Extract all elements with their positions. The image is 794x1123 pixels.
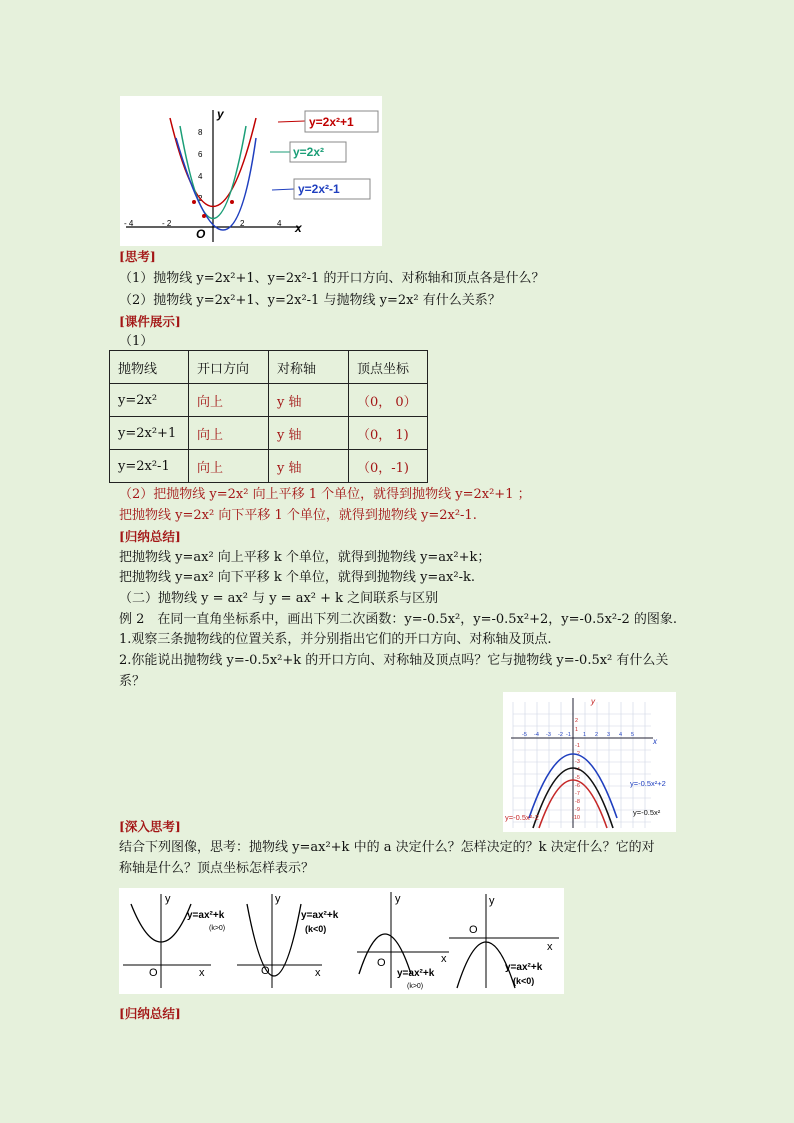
curve-condition: (k<0)	[513, 976, 535, 986]
table-cell: y=2x²+1	[110, 417, 189, 450]
part-2-line-2: 把抛物线 y=2x² 向下平移 1 个单位，就得到抛物线 y=2x²-1.	[119, 508, 477, 523]
y-tick: -9	[575, 807, 580, 813]
x-tick: 1	[583, 732, 587, 738]
svg-text:O: O	[469, 924, 478, 936]
svg-text:y: y	[165, 893, 171, 905]
x-tick: 2	[595, 732, 599, 738]
courseware-heading: [课件展示]	[119, 314, 181, 329]
curve-condition: (k<0)	[305, 924, 327, 934]
curve-point	[230, 200, 234, 204]
y-tick: -10	[572, 815, 580, 821]
y-tick: -6	[575, 783, 580, 789]
y-tick: -1	[575, 743, 580, 749]
curve-condition: (k>0)	[209, 925, 226, 932]
table-cell: y 轴	[269, 450, 349, 483]
curve-equation: y=ax²+k	[301, 910, 339, 921]
summary-heading: [归纳总结]	[119, 529, 181, 544]
table-cell: y 轴	[269, 384, 349, 417]
deep-think-heading: [深入思考]	[119, 819, 181, 834]
deep-think-line-2: 称轴是什么？顶点坐标怎样表示？	[119, 861, 315, 876]
svg-text:x: x	[441, 953, 447, 965]
deep-think-line-1: 结合下列图像，思考：抛物线 y=ax²+k 中的 a 决定什么？怎样决定的？k 决定什么？它的对	[119, 840, 655, 855]
legend-label: y=2x²	[293, 145, 325, 159]
axis-y-label: y	[591, 697, 595, 706]
example-question-2b: 系？	[119, 674, 146, 689]
summary-2-heading: [归纳总结]	[119, 1006, 181, 1021]
table-header: 对称轴	[269, 351, 349, 384]
y-tick: 1	[575, 727, 579, 733]
svg-text:y: y	[275, 893, 281, 905]
figure-four-cases	[119, 888, 564, 994]
curve-point	[192, 200, 196, 204]
table-cell: 向上	[189, 450, 269, 483]
curve-equation: y=ax²+k	[397, 968, 435, 979]
section-2-title: （二）抛物线 y = ax² 与 y = ax² + k 之间联系与区别	[119, 591, 439, 606]
y-tick: 4	[198, 172, 203, 181]
legend-label: y=2x²+1	[309, 115, 354, 129]
think-heading: [思考]	[119, 249, 156, 264]
x-tick: -1	[566, 732, 571, 738]
y-tick: 2	[575, 718, 579, 724]
table-cell: 向上	[189, 417, 269, 450]
x-tick: - 4	[124, 219, 134, 228]
curve-equation: y=ax²+k	[505, 962, 543, 973]
svg-text:x: x	[547, 941, 553, 953]
svg-text:y: y	[395, 893, 401, 905]
x-tick: -2	[558, 732, 563, 738]
table-cell: y 轴	[269, 417, 349, 450]
origin-label: O	[196, 227, 206, 241]
example-question-2a: 2.你能说出抛物线 y=-0.5x²+k 的开口方向、对称轴及顶点吗？它与抛物线 y=-0.5x² 有什么关	[119, 653, 669, 668]
curve-equation: y=ax²+k	[187, 910, 225, 921]
x-tick: -5	[522, 732, 527, 738]
x-tick: 4	[277, 219, 282, 228]
table-header: 顶点坐标	[349, 351, 428, 384]
x-tick: 2	[240, 219, 245, 228]
example-2: 例 2 在同一直角坐标系中，画出下列二次函数：y=-0.5x²，y=-0.5x²+2，y=-0.5x²-2 的图象.	[119, 612, 678, 627]
curve-label: y=-0.5x²-2	[505, 813, 539, 822]
table-cell: y=2x²-1	[110, 450, 189, 483]
y-tick: -5	[575, 775, 580, 781]
y-tick: -4	[575, 767, 580, 773]
case-a-up-k-pos	[123, 893, 225, 988]
x-tick: -4	[534, 732, 539, 738]
svg-text:y: y	[489, 895, 495, 907]
table-cell: （0，-1)	[349, 450, 428, 483]
case-d-down-k-neg	[449, 894, 559, 988]
summary-line-2: 把抛物线 y=ax² 向下平移 k 个单位，就得到抛物线 y=ax²-k.	[119, 570, 476, 585]
figure-parabolas-neg05	[503, 692, 676, 832]
svg-text:O: O	[149, 967, 158, 979]
properties-table	[109, 350, 428, 483]
svg-text:x: x	[199, 967, 205, 979]
table-header: 抛物线	[110, 351, 189, 384]
curve-2x2-minus1	[176, 138, 256, 230]
table-cell: y=2x²	[110, 384, 189, 417]
table-header-row	[110, 351, 428, 384]
example-question-1: 1.观察三条抛物线的位置关系，并分别指出它们的开口方向、对称轴及顶点.	[119, 632, 552, 647]
case-b-up-k-neg	[237, 893, 339, 988]
part-1-label: （1）	[119, 334, 154, 349]
think-question-1: （1）抛物线 y=2x²+1、y=2x²-1 的开口方向、对称轴和顶点各是什么？	[119, 271, 545, 286]
axis-y-label: y	[217, 107, 224, 121]
curve-label: y=-0.5x²+2	[630, 779, 666, 788]
part-2-line-1: （2）把抛物线 y=2x² 向上平移 1 个单位，就得到抛物线 y=2x²+1 ；	[119, 487, 531, 502]
y-tick: 8	[198, 128, 203, 137]
x-tick: -3	[546, 732, 551, 738]
y-tick: 6	[198, 150, 203, 159]
curve-point	[202, 214, 206, 218]
table-row	[110, 417, 428, 450]
case-c-down-k-pos	[357, 892, 449, 990]
axis-x-label: x	[653, 737, 657, 746]
figure-parabolas-2x2	[120, 96, 382, 246]
y-tick: -7	[575, 791, 580, 797]
x-tick: 4	[619, 732, 623, 738]
curve-condition: (k>0)	[407, 983, 424, 990]
table-header: 开口方向	[189, 351, 269, 384]
summary-line-1: 把抛物线 y=ax² 向上平移 k 个单位，就得到抛物线 y=ax²+k；	[119, 550, 491, 565]
table-cell: 向上	[189, 384, 269, 417]
table-cell: （0， 1)	[349, 417, 428, 450]
y-tick: 2	[198, 194, 203, 203]
svg-text:x: x	[315, 967, 321, 979]
x-tick: 5	[631, 732, 635, 738]
legend-label: y=2x²-1	[298, 182, 340, 196]
x-tick: - 2	[162, 219, 172, 228]
table-cell: （0， 0）	[349, 384, 428, 417]
think-question-2: （2）抛物线 y=2x²+1、y=2x²-1 与抛物线 y=2x² 有什么关系？	[119, 293, 501, 308]
svg-text:O: O	[261, 965, 270, 977]
table-row	[110, 384, 428, 417]
y-tick: -8	[575, 799, 580, 805]
axis-x-label: x	[295, 221, 302, 235]
svg-text:O: O	[377, 957, 386, 969]
table-row	[110, 450, 428, 483]
x-tick: 3	[607, 732, 611, 738]
y-tick: -2	[575, 751, 580, 757]
y-tick: -3	[575, 759, 580, 765]
curve-label: y=-0.5x²	[633, 808, 661, 817]
